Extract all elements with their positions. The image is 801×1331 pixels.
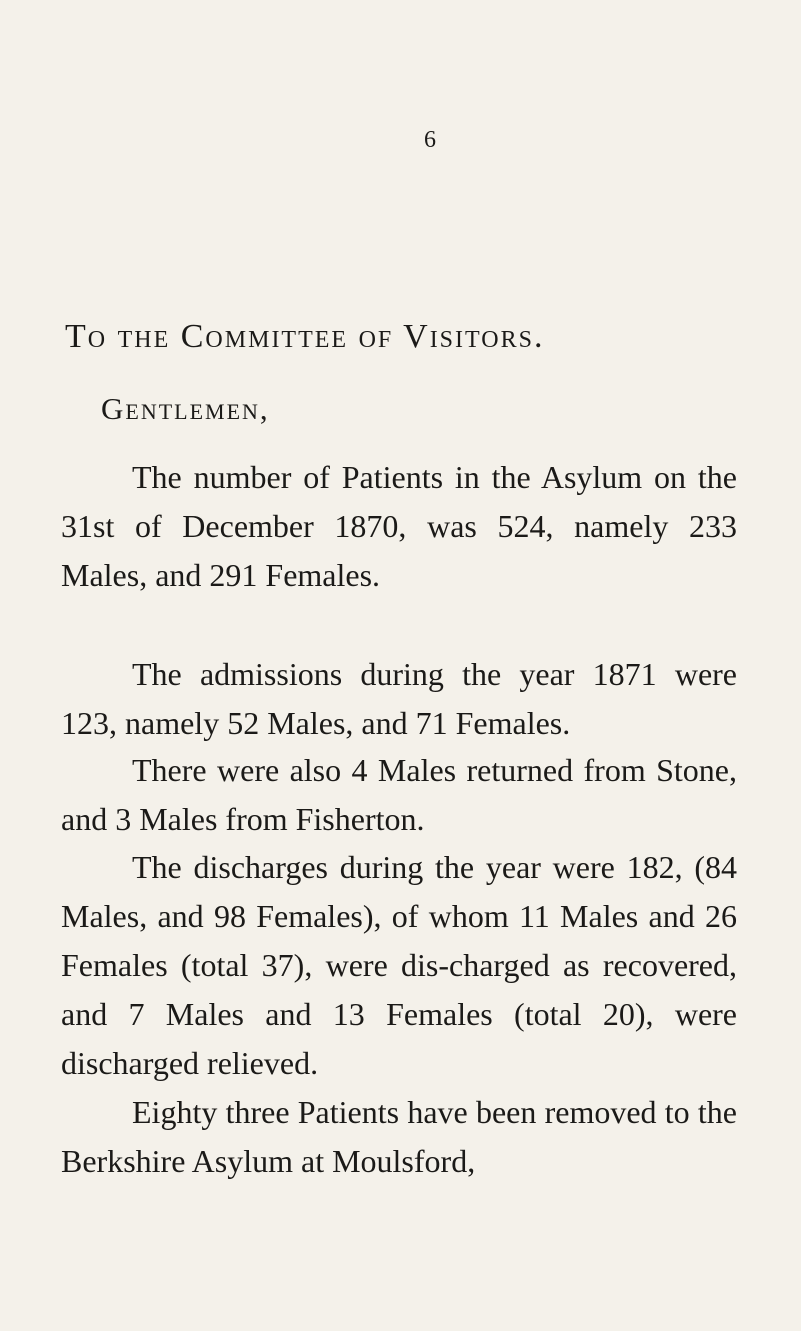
- paragraph-discharges: [61, 843, 737, 1088]
- letter-heading: To the Committee of Visitors.: [65, 318, 545, 355]
- paragraph-removals: [61, 1088, 737, 1186]
- paragraph-text: There were also 4 Males returned from Stone, and 3 Males from Fisherton.: [61, 752, 737, 837]
- salutation: Gentlemen,: [101, 391, 270, 426]
- paragraph-returns: [61, 746, 737, 844]
- paragraph-text: The number of Patients in the Asylum on the 31st of December 1870, was 524, namely 233 Males, and 291 Females.: [61, 459, 737, 593]
- paragraph-text: The admissions during the year 1871 were 123, namely 52 Males, and 71 Females.: [61, 656, 737, 741]
- paragraph-admissions: [61, 650, 737, 748]
- paragraph-text: Eighty three Patients have been removed to the Berkshire Asylum at Moulsford,: [61, 1094, 737, 1179]
- page-number: 6: [424, 127, 436, 153]
- paragraph-text: The discharges during the year were 182, (84 Males, and 98 Females), of whom 11 Males and 26 Females (total 37), were dis-charged as recovered, and 7 Males and 13 Females (total 20), were discharged relieved.: [61, 849, 737, 1081]
- paragraph-patient-count: [61, 453, 737, 600]
